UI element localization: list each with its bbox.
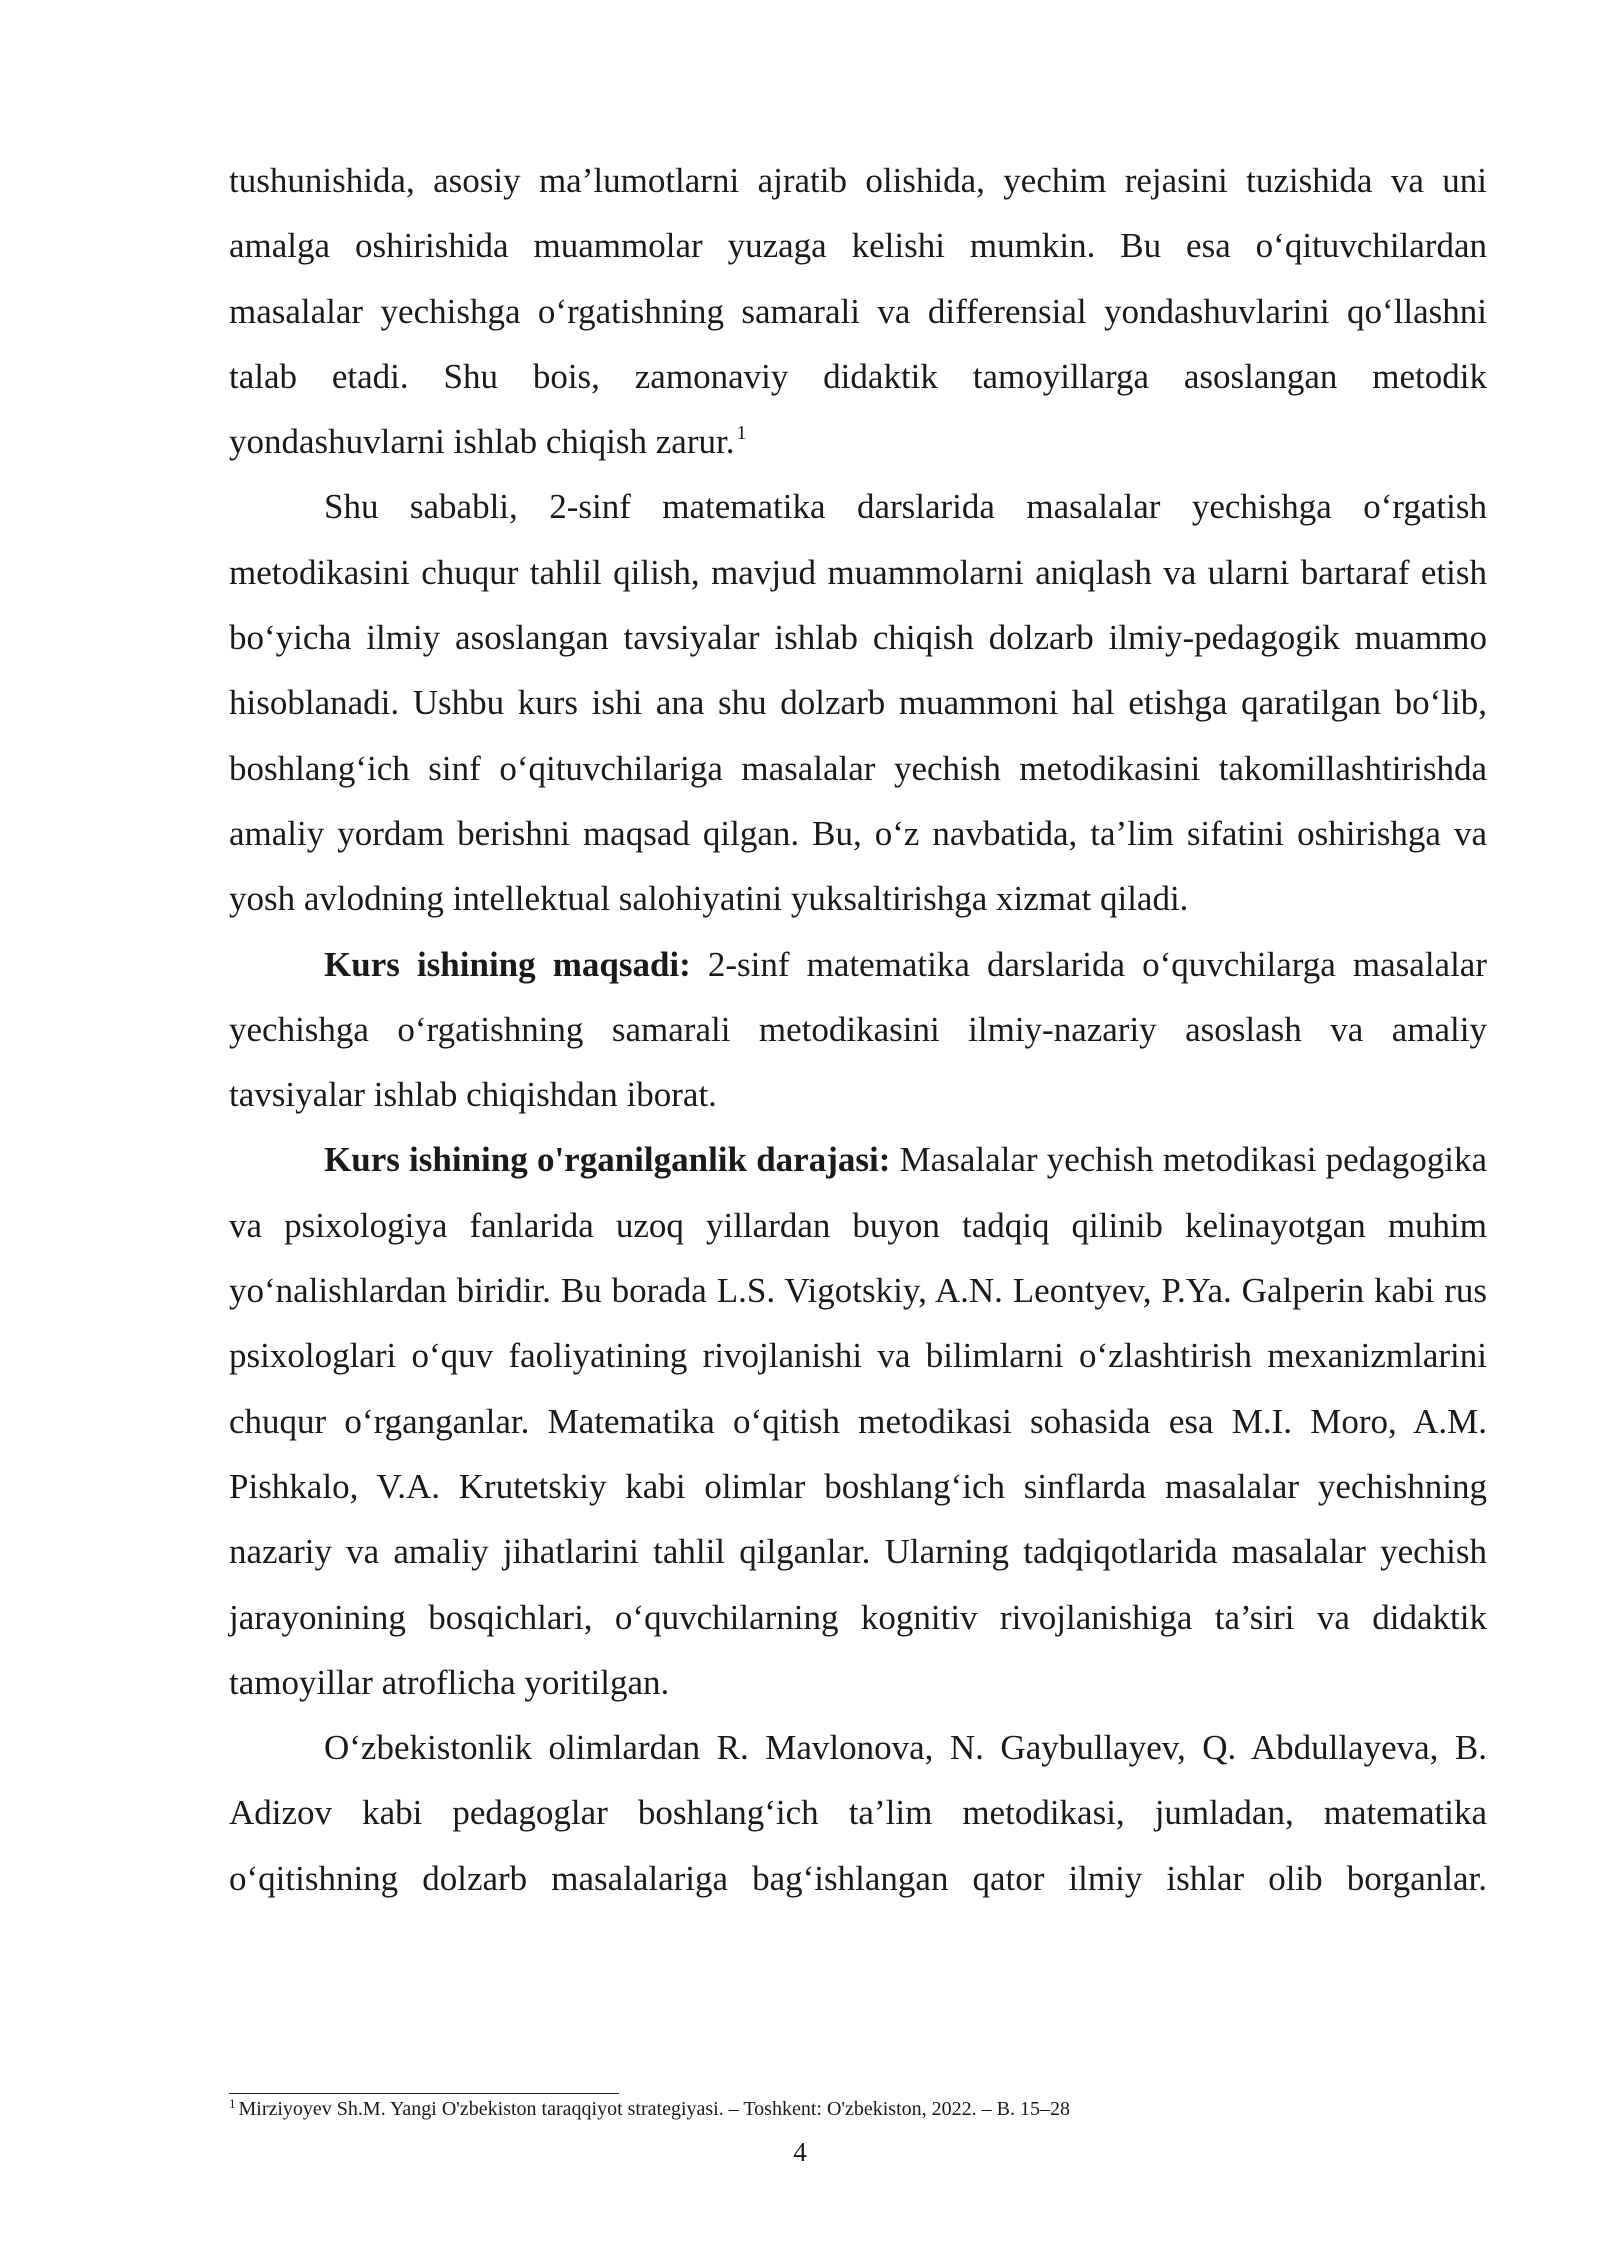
page-number: 4 — [793, 2137, 807, 2167]
footnote — [229, 2094, 1487, 2124]
footnote-text: Mirziyoyev Sh.M. Yangi O'zbekiston taraqqiyot strategiyasi. – Toshkent: O'zbekiston, 2022. – B. 15–28 — [238, 2098, 1070, 2120]
paragraph-text: Shu sababli, 2-sinf matematika darslarida masalalar yechishga o‘rgatish metodikasini chuqur tahlil qilish, mavjud muammolarni aniqlash va ularni bartaraf etish bo‘yicha ilmiy asoslangan tavsiyalar ishlab chiqish dolzarb ilmiy-pedagogik muammo hisoblanadi. Ushbu kurs ishi ana shu dolzarb muammoni hal etishga qaratilgan bo‘lib, boshlang‘ich sinf o‘qituvchilariga masalalar yechish metodikasini takomillashtirishda amaliy yordam berishni maqsad qilgan. Bu, o‘z navbatida, ta’lim sifatini oshirishga va yosh avlodning intellektual salohiyatini yuksaltirishga xizmat qiladi. — [229, 487, 1487, 919]
paragraph-text: O‘zbekistonlik olimlardan R. Mavlonova, N. Gaybullayev, Q. Abdullayeva, B. Adizov kabi pedagoglar boshlang‘ich ta’lim metodikasi, jumladan, matematika o‘qitishning dolzarb masalalariga bag‘ishlangan qator ilmiy ishlar olib borganlar. — [229, 1728, 1487, 1898]
paragraph-heading-aim: Kurs ishining maqsadi: — [324, 944, 691, 984]
paragraph-uzbek-scholars — [229, 1715, 1487, 1911]
footnote-reference[interactable]: 1 — [736, 422, 747, 445]
paragraph-text: tushunishida, asosiy ma’lumotlarni ajratib olishida, yechim rejasini tuzishida va uni amalga oshirishida muammolar yuzaga kelishi mumkin. Bu esa o‘qituvchilardan masalalar yechishga o‘rgatishning samarali va differensial yondashuvlarini qo‘llashni talab etadi. Shu bois, zamonaviy didaktik tamoyillarga asoslangan metodik yondashuvlarni ishlab chiqish zarur. — [229, 161, 1487, 462]
footnote-number: 1 — [229, 2096, 236, 2111]
paragraph-heading-literature: Kurs ishining o'rganilganlik darajasi: — [324, 1140, 891, 1180]
paragraph-relevance — [229, 474, 1487, 931]
paragraph-text: Masalalar yechish metodikasi pedagogika va psixologiya fanlarida uzoq yillardan buyon tadqiq qilinib kelinayotgan muhim yo‘nalishlardan biridir. Bu borada L.S. Vigotskiy, A.N. Leontyev, P.Ya. Galperin kabi rus psixologlari o‘quv faoliyatining rivojlanishi va bilimlarni o‘zlashtirish mexanizmlarini chuqur o‘rganganlar. Matematika o‘qitish metodikasi sohasida esa M.I. Moro, A.M. Pishkalo, V.A. Krutetskiy kabi olimlar boshlang‘ich sinflarda masalalar yechishning nazariy va amaliy jihatlarini tahlil qilganlar. Ularning tadqiqotlarida masalalar yechish jarayonining bosqichlari, o‘quvchilarning kognitiv rivojlanishiga ta’siri va didaktik tamoyillar atroflicha yoritilgan. — [229, 1140, 1487, 1702]
body-text — [229, 148, 1487, 1911]
paragraph-aim — [229, 932, 1487, 1128]
paragraph-literature-review — [229, 1127, 1487, 1715]
paragraph-intro-continuation — [229, 148, 1487, 474]
paragraph-text: 2-sinf matematika darslarida o‘quvchilarga masalalar yechishga o‘rgatishning samarali metodikasini ilmiy-nazariy asoslash va amaliy tavsiyalar ishlab chiqishdan iborat. — [229, 944, 1487, 1115]
